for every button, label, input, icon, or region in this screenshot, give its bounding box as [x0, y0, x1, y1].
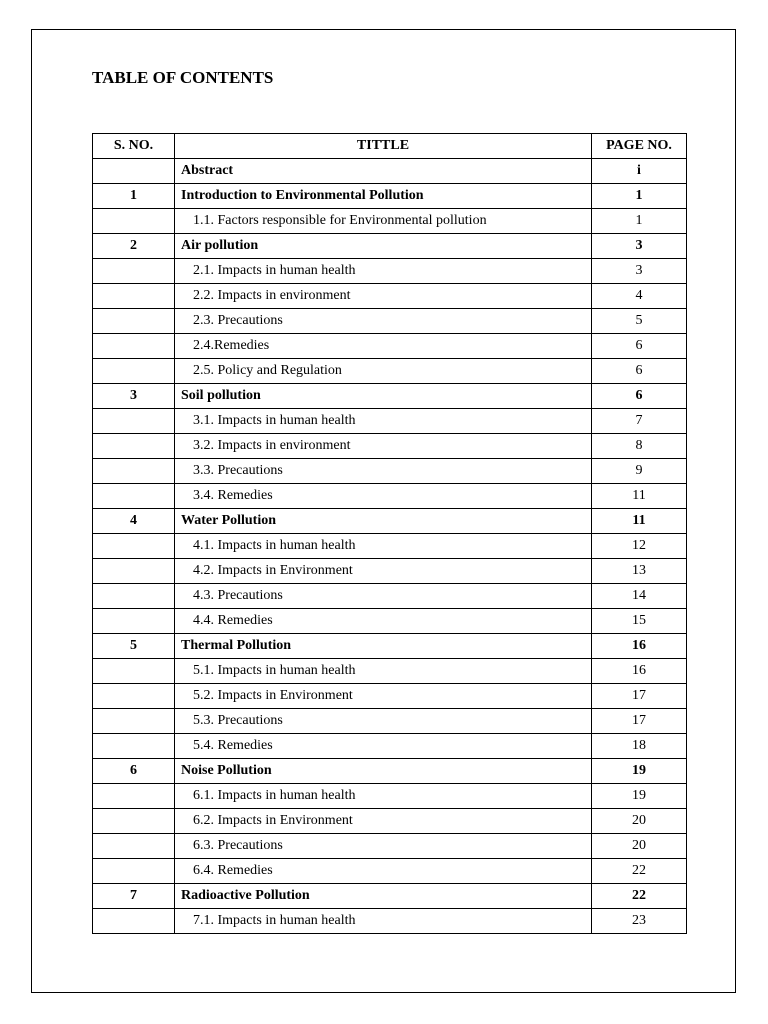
section-title-cell: Air pollution: [175, 234, 592, 259]
page-number-cell: 11: [592, 509, 687, 534]
page-number-cell: 20: [592, 809, 687, 834]
section-title-cell: Introduction to Environmental Pollution: [175, 184, 592, 209]
subsection-title-cell: 6.4. Remedies: [175, 859, 592, 884]
subsection-title-cell: 2.4.Remedies: [175, 334, 592, 359]
serial-number-cell: [93, 484, 175, 509]
subsection-title-cell: 5.4. Remedies: [175, 734, 592, 759]
subsection-row: [93, 559, 687, 584]
subsection-row: [93, 609, 687, 634]
serial-number-cell: 7: [93, 884, 175, 909]
serial-number-cell: [93, 434, 175, 459]
subsection-row: [93, 284, 687, 309]
subsection-title-cell: 6.2. Impacts in Environment: [175, 809, 592, 834]
header-title: TITTLE: [175, 134, 592, 159]
subsection-row: [93, 809, 687, 834]
page-number-cell: i: [592, 159, 687, 184]
serial-number-cell: [93, 559, 175, 584]
page-number-cell: 8: [592, 434, 687, 459]
section-row: [93, 884, 687, 909]
serial-number-cell: [93, 684, 175, 709]
subsection-title-cell: 4.2. Impacts in Environment: [175, 559, 592, 584]
page-number-cell: 16: [592, 634, 687, 659]
subsection-row: [93, 259, 687, 284]
subsection-title-cell: 6.1. Impacts in human health: [175, 784, 592, 809]
page-number-cell: 4: [592, 284, 687, 309]
serial-number-cell: 4: [93, 509, 175, 534]
page-number-cell: 6: [592, 334, 687, 359]
subsection-title-cell: 5.2. Impacts in Environment: [175, 684, 592, 709]
subsection-title-cell: 2.3. Precautions: [175, 309, 592, 334]
page-number-cell: 6: [592, 384, 687, 409]
section-title-cell: Abstract: [175, 159, 592, 184]
subsection-row: [93, 534, 687, 559]
section-title-cell: Soil pollution: [175, 384, 592, 409]
subsection-row: [93, 309, 687, 334]
subsection-row: [93, 684, 687, 709]
subsection-row: [93, 209, 687, 234]
serial-number-cell: [93, 659, 175, 684]
header-serial-number: S. NO.: [93, 134, 175, 159]
serial-number-cell: [93, 159, 175, 184]
subsection-title-cell: 4.4. Remedies: [175, 609, 592, 634]
page-number-cell: 22: [592, 859, 687, 884]
serial-number-cell: [93, 834, 175, 859]
table-body: [93, 159, 687, 934]
subsection-title-cell: 7.1. Impacts in human health: [175, 909, 592, 934]
subsection-title-cell: 2.1. Impacts in human health: [175, 259, 592, 284]
section-row: [93, 234, 687, 259]
subsection-title-cell: 4.1. Impacts in human health: [175, 534, 592, 559]
serial-number-cell: [93, 709, 175, 734]
subsection-title-cell: 3.3. Precautions: [175, 459, 592, 484]
page-number-cell: 7: [592, 409, 687, 434]
serial-number-cell: 1: [93, 184, 175, 209]
page-number-cell: 23: [592, 909, 687, 934]
subsection-row: [93, 484, 687, 509]
subsection-row: [93, 434, 687, 459]
serial-number-cell: 5: [93, 634, 175, 659]
page-number-cell: 18: [592, 734, 687, 759]
subsection-row: [93, 834, 687, 859]
serial-number-cell: [93, 259, 175, 284]
serial-number-cell: [93, 734, 175, 759]
page-number-cell: 5: [592, 309, 687, 334]
page-number-cell: 14: [592, 584, 687, 609]
subsection-row: [93, 784, 687, 809]
subsection-row: [93, 659, 687, 684]
subsection-row: [93, 709, 687, 734]
subsection-title-cell: 6.3. Precautions: [175, 834, 592, 859]
subsection-row: [93, 459, 687, 484]
section-title-cell: Radioactive Pollution: [175, 884, 592, 909]
serial-number-cell: [93, 859, 175, 884]
subsection-title-cell: 4.3. Precautions: [175, 584, 592, 609]
serial-number-cell: [93, 459, 175, 484]
subsection-row: [93, 734, 687, 759]
section-row: [93, 759, 687, 784]
page-number-cell: 17: [592, 684, 687, 709]
subsection-title-cell: 2.5. Policy and Regulation: [175, 359, 592, 384]
subsection-title-cell: 1.1. Factors responsible for Environmental pollution: [175, 209, 592, 234]
serial-number-cell: [93, 209, 175, 234]
subsection-row: [93, 334, 687, 359]
subsection-row: [93, 859, 687, 884]
serial-number-cell: [93, 609, 175, 634]
section-title-cell: Noise Pollution: [175, 759, 592, 784]
subsection-title-cell: 5.1. Impacts in human health: [175, 659, 592, 684]
page-number-cell: 22: [592, 884, 687, 909]
serial-number-cell: [93, 909, 175, 934]
section-row: [93, 509, 687, 534]
section-row: [93, 184, 687, 209]
subsection-row: [93, 909, 687, 934]
section-row: [93, 159, 687, 184]
subsection-title-cell: 5.3. Precautions: [175, 709, 592, 734]
section-row: [93, 384, 687, 409]
page-number-cell: 19: [592, 784, 687, 809]
page-number-cell: 19: [592, 759, 687, 784]
subsection-row: [93, 359, 687, 384]
page-number-cell: 16: [592, 659, 687, 684]
serial-number-cell: [93, 809, 175, 834]
serial-number-cell: [93, 534, 175, 559]
section-title-cell: Thermal Pollution: [175, 634, 592, 659]
page-number-cell: 13: [592, 559, 687, 584]
section-title-cell: Water Pollution: [175, 509, 592, 534]
page-number-cell: 3: [592, 234, 687, 259]
page-number-cell: 17: [592, 709, 687, 734]
page-number-cell: 3: [592, 259, 687, 284]
subsection-row: [93, 409, 687, 434]
subsection-row: [93, 584, 687, 609]
serial-number-cell: [93, 784, 175, 809]
page-number-cell: 15: [592, 609, 687, 634]
page-number-cell: 9: [592, 459, 687, 484]
serial-number-cell: [93, 284, 175, 309]
page-number-cell: 11: [592, 484, 687, 509]
page-number-cell: 1: [592, 209, 687, 234]
page-number-cell: 6: [592, 359, 687, 384]
table-header-row: [93, 134, 687, 159]
section-row: [93, 634, 687, 659]
serial-number-cell: 6: [93, 759, 175, 784]
serial-number-cell: 2: [93, 234, 175, 259]
serial-number-cell: [93, 359, 175, 384]
document-title: TABLE OF CONTENTS: [92, 68, 274, 87]
serial-number-cell: [93, 334, 175, 359]
serial-number-cell: 3: [93, 384, 175, 409]
subsection-title-cell: 2.2. Impacts in environment: [175, 284, 592, 309]
serial-number-cell: [93, 584, 175, 609]
page-number-cell: 1: [592, 184, 687, 209]
subsection-title-cell: 3.2. Impacts in environment: [175, 434, 592, 459]
table-of-contents: [92, 133, 687, 934]
page-number-cell: 12: [592, 534, 687, 559]
serial-number-cell: [93, 409, 175, 434]
serial-number-cell: [93, 309, 175, 334]
subsection-title-cell: 3.1. Impacts in human health: [175, 409, 592, 434]
subsection-title-cell: 3.4. Remedies: [175, 484, 592, 509]
header-page-number: PAGE NO.: [592, 134, 687, 159]
page-number-cell: 20: [592, 834, 687, 859]
